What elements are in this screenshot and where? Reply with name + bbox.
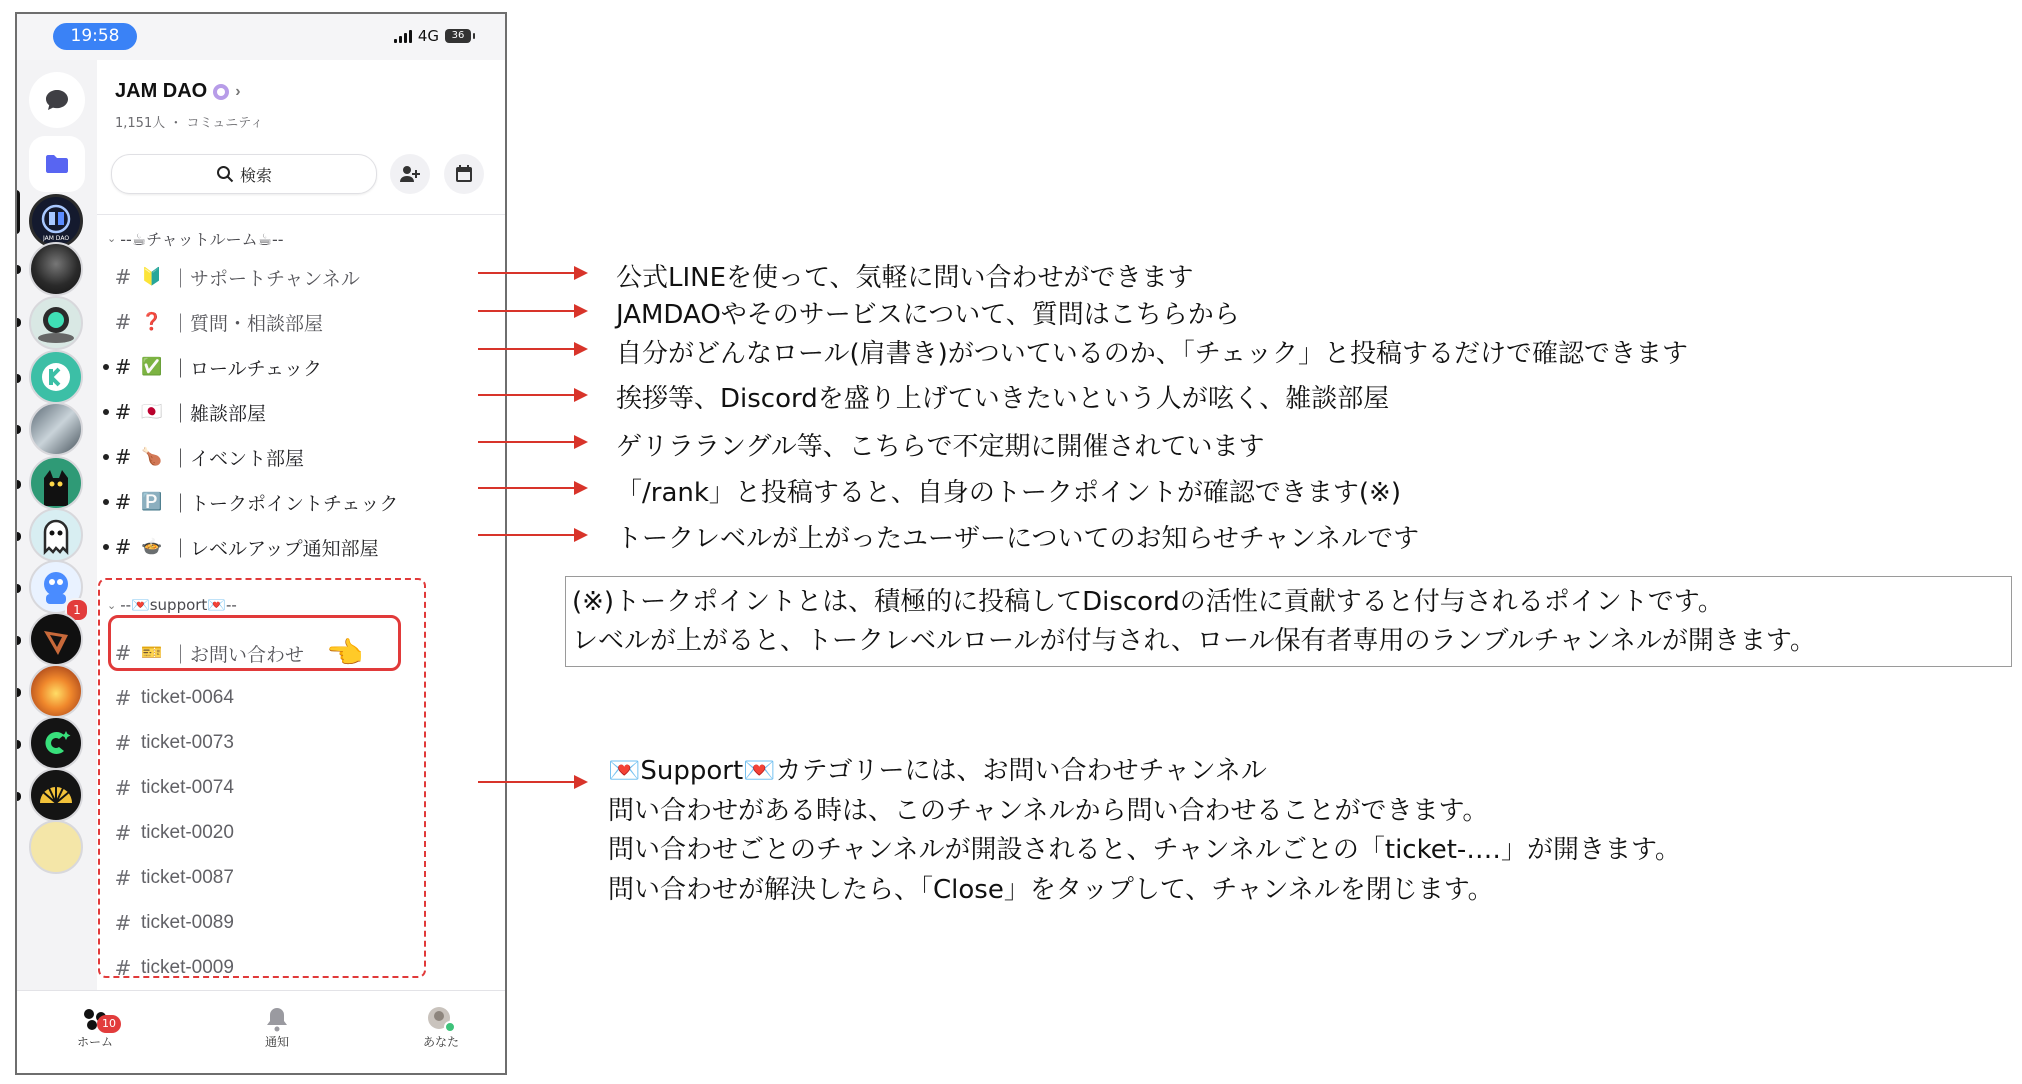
jamdao-logo [32,197,80,245]
ticket-name: ticket-0073 [141,732,234,753]
nav-notifications-label: 通知 [264,1035,289,1049]
hashtag-icon: # [114,400,132,424]
server-name: JAM DAO [115,80,208,102]
channel-name: ｜イベント部屋 [171,447,305,470]
chat-bubble-icon [44,88,70,112]
unread-indicator [17,740,21,749]
server-logo-11 [31,718,81,768]
annotation-arrow [478,394,586,396]
annotation-level-up: トークレベルが上がったユーザーについてのお知らせチャンネルです [616,524,1420,554]
ticket-name: ticket-0020 [141,822,234,843]
annotation-arrow [478,348,586,350]
server-avatar-9[interactable] [29,612,83,666]
unread-dot [103,454,109,460]
server-avatar-6[interactable] [29,456,83,510]
channel-talk-point-check[interactable] [113,485,398,519]
unread-indicator [17,480,21,489]
boost-badge-icon [213,84,229,100]
support-note-line-4: 問い合わせが解決したら、「Close」をタップして、チャンネルを閉じます。 [608,874,1494,905]
nav-home-label: ホーム [76,1035,113,1049]
invite-members-button[interactable] [390,154,430,194]
channel-questions[interactable] [113,305,323,339]
pointing-hand-icon: 👈 [326,635,364,671]
channel-name: ｜ロールチェック [171,357,323,380]
hashtag-icon: # [114,776,132,800]
unread-indicator [17,425,21,434]
channel-support[interactable] [113,260,360,294]
server-rail [17,60,97,990]
server-alert-badge: 1 [65,598,89,622]
ticket-name: ticket-0074 [141,777,234,798]
server-avatar-5[interactable] [29,402,83,456]
annotation-arrow [478,441,586,443]
annotation-events: ゲリララングル等、こちらで不定期に開催されています [616,432,1265,462]
member-count: 1,151人 [115,116,166,131]
events-button[interactable] [444,154,484,194]
unread-indicator [17,532,21,541]
support-note-line-3: 問い合わせごとのチャンネルが開設されると、チャンネルごとの「ticket-‥‥」が開きます。 [608,835,1681,865]
footnote-box [565,576,2012,667]
home-notification-badge: 10 [97,1015,121,1033]
server-avatar-13[interactable] [29,820,83,874]
unread-dot [103,499,109,505]
unread-indicator [17,374,21,383]
server-avatar-3[interactable] [29,296,83,350]
unread-indicator [17,265,21,274]
add-member-icon [399,164,421,184]
channel-chat-room[interactable] [113,395,266,429]
unread-dot [103,364,109,370]
server-avatar-12[interactable] [29,768,83,822]
channel-name: ｜トークポイントチェック [171,492,399,515]
hashtag-icon: # [114,866,132,890]
hashtag-icon: # [114,686,132,710]
server-logo-12 [31,770,81,820]
hashtag-icon: # [114,641,132,665]
channel-emoji: ✅ [141,357,163,377]
channel-role-check[interactable] [113,350,322,384]
direct-messages-button[interactable] [29,72,85,128]
annotation-arrow [478,310,586,312]
category-label: --💌support💌-- [120,596,237,614]
channel-level-up[interactable] [113,530,379,564]
hashtag-icon: # [114,265,132,289]
status-indicators [394,27,471,45]
unread-indicator [17,688,21,697]
hashtag-icon: # [114,956,132,980]
annotation-chat-room: 挨拶等、Discordを盛り上げていきたいという人が呟く、雑談部屋 [616,384,1390,414]
hashtag-icon: # [114,821,132,845]
battery-icon: 36 [445,29,471,43]
server-meta [115,112,263,131]
support-note-line-2: 問い合わせがある時は、このチャンネルから問い合わせることができます。 [608,795,1489,826]
chevron-down-icon: ⌄ [107,598,117,612]
avatar-icon [425,1005,457,1033]
channel-emoji: 🍗 [141,447,163,467]
unread-indicator [17,636,21,645]
server-logo-6 [31,458,81,508]
annotation-arrow [478,487,586,489]
unread-indicator [17,792,21,801]
server-logo-3 [31,298,81,348]
server-avatar-4[interactable] [29,350,83,404]
footnote-line-2: レベルが上がると、トークレベルロールが付与され、ロール保有者専用のランブルチャンネルが開きます。 [572,626,1816,656]
selected-server-indicator [17,190,20,234]
annotation-arrow [478,781,586,783]
channel-emoji: ❓ [141,312,163,332]
annotation-support-channel: 公式LINEを使って、気軽に問い合わせができます [616,263,1194,293]
server-avatar-10[interactable] [29,664,83,718]
channel-name: ｜雑談部屋 [171,402,267,425]
server-avatar-7[interactable] [29,508,83,562]
category-label: --☕チャットルーム☕-- [120,230,284,249]
channel-events[interactable] [113,440,304,474]
nav-you[interactable] [401,1005,481,1050]
bottom-navigation [17,990,505,1075]
chevron-down-icon: ⌄ [107,232,117,245]
footnote-line-1: (※)トークポイントとは、積極的に投稿してDiscordの活性に貢献すると付与されるポイントです。 [572,587,1724,617]
annotation-arrow [478,534,586,536]
meta-separator: ・ [169,116,183,131]
server-folder-button[interactable] [29,136,85,192]
search-icon [216,165,234,183]
hashtag-icon: # [114,310,132,334]
channel-emoji: 🅿️ [141,492,163,512]
support-notes [608,752,1681,910]
network-type: 4G [417,27,439,45]
ticket-name: ticket-0009 [141,957,234,978]
signal-icon [394,29,412,43]
channel-name: ｜お問い合わせ [171,643,305,666]
home-indicator [175,1074,351,1075]
channel-name: ｜レベルアップ通知部屋 [171,537,379,560]
search-label: 検索 [239,165,272,185]
ticket-name: ticket-0089 [141,912,234,933]
server-logo-7 [31,510,81,560]
channel-emoji: 🍲 [141,537,163,557]
annotation-talk-point: 「/rank」と投稿すると、自身のトークポイントが確認できます(※) [616,478,1401,508]
bell-icon [265,1006,289,1032]
nav-home[interactable] [55,1005,135,1050]
annotation-role-check: 自分がどんなロール(肩書き)がついているのか、「チェック」と投稿するだけで確認できます [616,339,1688,369]
category-chat-room[interactable] [107,227,284,250]
ticket-name: ticket-0064 [141,687,234,708]
ticket-name: ticket-0087 [141,867,234,888]
annotation-questions: JAMDAOやそのサービスについて、質問はこちらから [616,300,1240,330]
status-time: 19:58 [53,23,137,50]
channel-name: ｜サポートチャンネル [171,267,360,290]
channel-emoji: 🎫 [141,643,163,663]
annotation-arrow [478,272,586,274]
folder-icon [44,153,70,175]
svg-text:JAM DAO: JAM DAO [42,235,70,242]
hashtag-icon: # [114,911,132,935]
channel-emoji: 🔰 [141,267,163,287]
search-button[interactable] [111,154,377,194]
unread-dot [103,409,109,415]
server-avatar-11[interactable] [29,716,83,770]
server-avatar-2[interactable] [29,242,83,296]
hashtag-icon: # [114,490,132,514]
unread-dot [103,544,109,550]
server-jamdao[interactable] [29,194,83,248]
inquiry-channel-highlight [108,615,401,671]
status-bar [17,14,505,60]
channel-name: ｜質問・相談部屋 [171,312,324,335]
server-logo-9 [31,614,81,664]
calendar-icon [454,164,474,184]
chevron-right-icon: › [235,82,241,100]
support-note-line-1: 💌Support💌カテゴリーには、お問い合わせチャンネル [608,756,1267,786]
hashtag-icon: # [114,445,132,469]
hashtag-icon: # [114,355,132,379]
unread-indicator [17,318,21,327]
nav-you-label: あなた [422,1035,459,1049]
hashtag-icon: # [114,731,132,755]
hashtag-icon: # [114,535,132,559]
server-type: コミュニティ [186,116,264,131]
nav-notifications[interactable] [237,1005,317,1050]
header-divider [97,214,507,215]
channel-emoji: 🇯🇵 [141,402,163,422]
server-header[interactable] [115,80,241,103]
server-logo-4 [31,352,81,402]
unread-indicator [17,584,21,593]
